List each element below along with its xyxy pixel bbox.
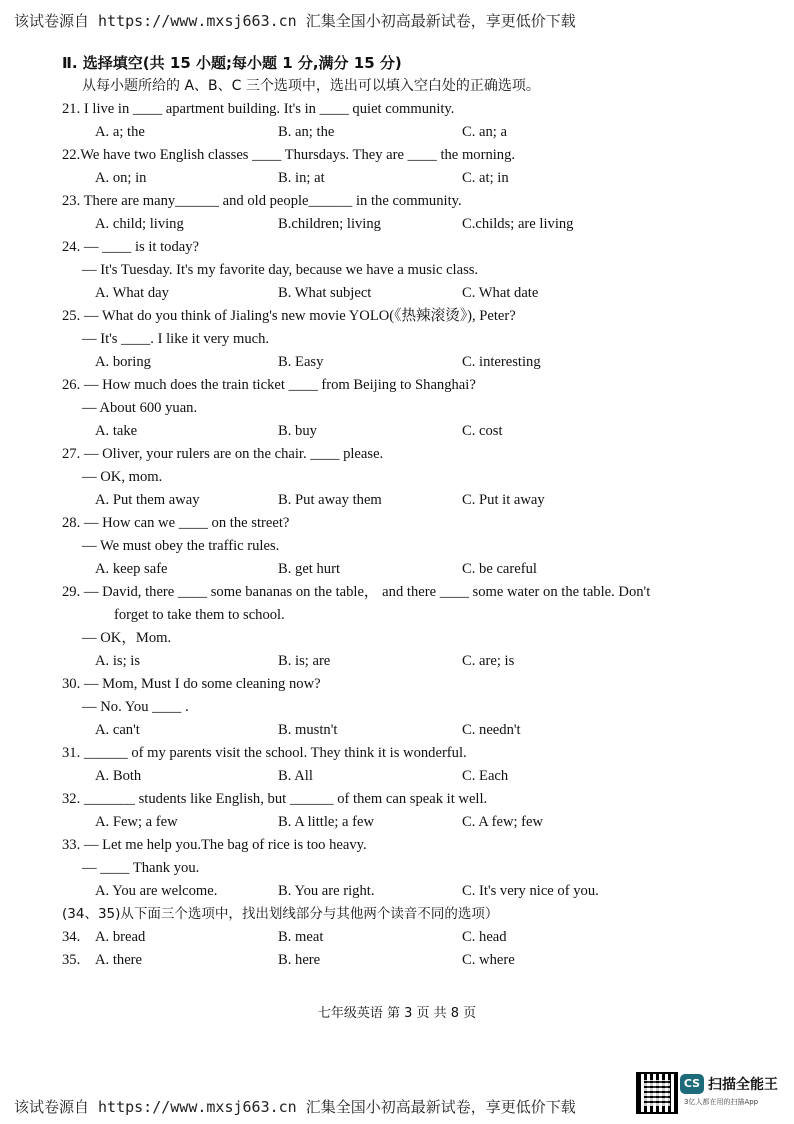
question-stem: 23. There are many______ and old people______ in the community. bbox=[62, 193, 462, 209]
question-stem: 29. — David, there ____ some bananas on the table， and there ____ some water on the table. Don't bbox=[62, 584, 651, 600]
answer-option: B. What subject bbox=[278, 285, 372, 301]
phonetics-instruction: (34、35)从下面三个选项中，找出划线部分与其他两个读音不同的选项） bbox=[62, 906, 499, 922]
answer-option: A. on; in bbox=[95, 170, 147, 186]
question-line: — OK，Mom. bbox=[82, 630, 172, 646]
phonetics-item bbox=[62, 949, 762, 972]
answer-option: B. Easy bbox=[278, 354, 324, 370]
question-stem: 28. — How can we ____ on the street? bbox=[62, 515, 290, 531]
answer-options bbox=[62, 351, 762, 374]
question-item bbox=[62, 190, 762, 236]
phonetics-option: B. meat bbox=[278, 929, 324, 945]
answer-options bbox=[62, 880, 762, 903]
footer-source-banner: 该试卷源自 https://www.mxsj663.cn 汇集全国小初高最新试卷，享更低价下载 bbox=[14, 1098, 576, 1116]
question-line: — We must obey the traffic rules. bbox=[82, 538, 280, 554]
answer-option: B. mustn't bbox=[278, 722, 338, 738]
answer-option: B. an; the bbox=[278, 124, 335, 140]
section-instruction: 从每小题所给的 A、B、C 三个选项中，选出可以填入空白处的正确选项。 bbox=[82, 78, 540, 94]
phonetics-number: 35. bbox=[62, 952, 81, 968]
question-item bbox=[62, 834, 762, 903]
answer-option: B.children; living bbox=[278, 216, 381, 232]
answer-option: C. be careful bbox=[462, 561, 537, 577]
answer-option: B. in; at bbox=[278, 170, 325, 186]
question-stem: 30. — Mom, Must I do some cleaning now? bbox=[62, 676, 321, 692]
answer-option: A. can't bbox=[95, 722, 140, 738]
answer-option: C. Put it away bbox=[462, 492, 545, 508]
question-line: — About 600 yuan. bbox=[82, 400, 198, 416]
question-stem: 24. — ____ is it today? bbox=[62, 239, 200, 255]
answer-option: A. boring bbox=[95, 354, 151, 370]
question-line: forget to take them to school. bbox=[114, 607, 285, 623]
answer-option: B. You are right. bbox=[278, 883, 375, 899]
phonetics-option: C. head bbox=[462, 929, 507, 945]
answer-option: C. cost bbox=[462, 423, 503, 439]
answer-option: C.childs; are living bbox=[462, 216, 574, 232]
question-line: — It's Tuesday. It's my favorite day, because we have a music class. bbox=[82, 262, 479, 278]
answer-option: C. needn't bbox=[462, 722, 521, 738]
question-line: — OK, mom. bbox=[82, 469, 163, 485]
question-item bbox=[62, 742, 762, 788]
scanner-app-name: 扫描全能王 bbox=[708, 1077, 778, 1093]
phonetics-option: A. there bbox=[95, 952, 143, 968]
phonetics-list bbox=[62, 926, 762, 972]
answer-option: A. Few; a few bbox=[95, 814, 178, 830]
question-line: — ____ Thank you. bbox=[82, 860, 200, 876]
answer-option: B. get hurt bbox=[278, 561, 341, 577]
answer-option: C. What date bbox=[462, 285, 539, 301]
question-item bbox=[62, 673, 762, 742]
question-item bbox=[62, 374, 762, 443]
question-stem: 33. — Let me help you.The bag of rice is too heavy. bbox=[62, 837, 367, 853]
answer-options bbox=[62, 650, 762, 673]
question-item bbox=[62, 144, 762, 190]
answer-options bbox=[62, 489, 762, 512]
answer-options bbox=[62, 213, 762, 236]
question-stem: 21. I live in ____ apartment building. It's in ____ quiet community. bbox=[62, 101, 455, 117]
answer-option: C. interesting bbox=[462, 354, 541, 370]
answer-option: C. an; a bbox=[462, 124, 507, 140]
answer-option: B. Put away them bbox=[278, 492, 382, 508]
answer-options bbox=[62, 558, 762, 581]
question-item bbox=[62, 443, 762, 512]
question-item bbox=[62, 788, 762, 834]
answer-option: C. It's very nice of you. bbox=[462, 883, 599, 899]
answer-option: A. keep safe bbox=[95, 561, 168, 577]
qr-code-icon bbox=[636, 1072, 678, 1114]
answer-options bbox=[62, 121, 762, 144]
answer-option: A. take bbox=[95, 423, 138, 439]
answer-option: C. are; is bbox=[462, 653, 515, 669]
phonetics-number: 34. bbox=[62, 929, 81, 945]
question-stem: 25. — What do you think of Jialing's new movie YOLO(《热辣滚烫》), Peter? bbox=[62, 308, 516, 324]
question-line: — It's ____. I like it very much. bbox=[82, 331, 270, 347]
question-stem: 22.We have two English classes ____ Thursdays. They are ____ the morning. bbox=[62, 147, 516, 163]
answer-option: A. is; is bbox=[95, 653, 141, 669]
camscanner-logo-icon: CS bbox=[680, 1074, 704, 1094]
phonetics-option: B. here bbox=[278, 952, 321, 968]
section-title: Ⅱ. 选择填空(共 15 小题;每小题 1 分,满分 15 分) bbox=[62, 54, 402, 72]
phonetics-option: A. bread bbox=[95, 929, 146, 945]
exam-page bbox=[62, 52, 762, 972]
answer-option: A. Both bbox=[95, 768, 142, 784]
answer-option: A. Put them away bbox=[95, 492, 200, 508]
answer-options bbox=[62, 282, 762, 305]
question-list bbox=[62, 98, 762, 903]
question-stem: 27. — Oliver, your rulers are on the chair. ____ please. bbox=[62, 446, 384, 462]
phonetics-item bbox=[62, 926, 762, 949]
answer-options bbox=[62, 167, 762, 190]
answer-option: B. A little; a few bbox=[278, 814, 375, 830]
page-number-footer: 七年级英语 第 3 页 共 8 页 bbox=[317, 1006, 477, 1021]
answer-options bbox=[62, 765, 762, 788]
question-item bbox=[62, 236, 762, 305]
question-stem: 26. — How much does the train ticket ____ from Beijing to Shanghai? bbox=[62, 377, 476, 393]
answer-option: C. Each bbox=[462, 768, 509, 784]
answer-option: A. a; the bbox=[95, 124, 145, 140]
answer-option: B. buy bbox=[278, 423, 317, 439]
answer-option: A. child; living bbox=[95, 216, 184, 232]
answer-options bbox=[62, 420, 762, 443]
question-item bbox=[62, 98, 762, 144]
answer-option: C. at; in bbox=[462, 170, 509, 186]
question-line: — No. You ____ . bbox=[82, 699, 189, 715]
answer-option: A. You are welcome. bbox=[95, 883, 218, 899]
scanner-tagline: 3亿人都在用的扫描App bbox=[684, 1098, 759, 1106]
question-item bbox=[62, 512, 762, 581]
answer-option: C. A few; few bbox=[462, 814, 544, 830]
question-item bbox=[62, 581, 762, 673]
question-item bbox=[62, 305, 762, 374]
phonetics-option: C. where bbox=[462, 952, 515, 968]
answer-options bbox=[62, 719, 762, 742]
header-source-banner: 该试卷源自 https://www.mxsj663.cn 汇集全国小初高最新试卷，享更低价下载 bbox=[14, 12, 576, 30]
question-stem: 32. _______ students like English, but ______ of them can speak it well. bbox=[62, 791, 488, 807]
answer-option: A. What day bbox=[95, 285, 169, 301]
question-stem: 31. ______ of my parents visit the school. They think it is wonderful. bbox=[62, 745, 467, 761]
answer-option: B. is; are bbox=[278, 653, 331, 669]
answer-option: B. All bbox=[278, 768, 313, 784]
answer-options bbox=[62, 811, 762, 834]
